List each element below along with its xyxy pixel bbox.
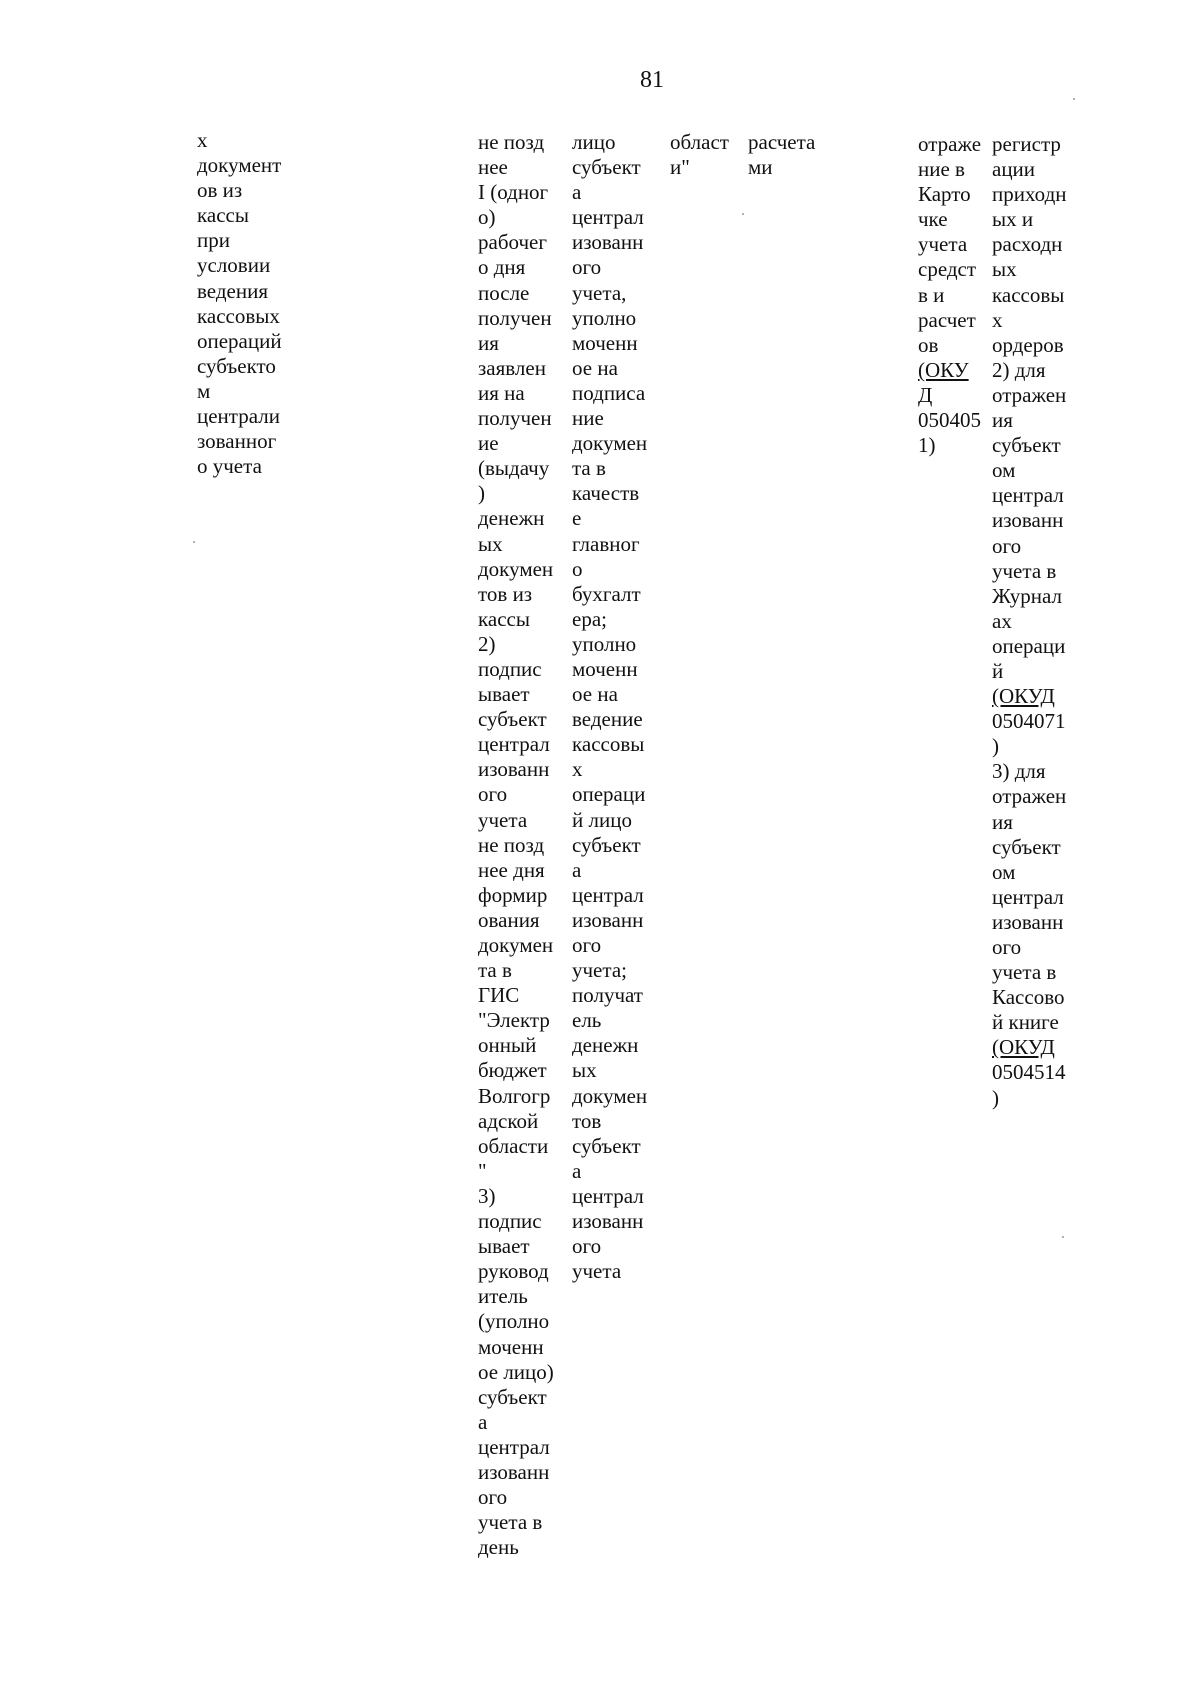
- scan-speck: [742, 213, 744, 215]
- column-9-text-before: отраже ние в Карто чке учета средст в и расчет ов: [918, 132, 982, 357]
- page-number: 81: [640, 67, 664, 93]
- column-4-text: не позд нее I (одног о) рабочег о дня после получен ия заявлен ия на получен ие (выдачу ) денежн ых докумен тов из кассы 2) подпис ывает субъект централ изованн ого учета не позд нее дня формир ования докумен та в ГИС "Электр онный бюджет Волгогр адской области " 3) подпис ывает руковод итель (уполно моченн ое лицо) субъект а централ изованн ого учета в день: [478, 130, 554, 1560]
- scan-speck: [193, 541, 195, 543]
- column-1-text: х документ ов из кассы при условии ведения кассовых операций субъекто м централи зованног о учета: [197, 128, 282, 479]
- column-10-part-3: 0504514 ): [992, 1060, 1066, 1110]
- column-10-part-2: 0504071 ) 3) для отражен ия субъект ом централ изованн ого учета в Кассово й книге: [992, 709, 1067, 1035]
- column-5-text: лицо субъект а централ изованн ого учета, уполно моченн ое на подписа ние докумен та в качеств е главног о бухгалт ера; уполно моченн ое на ведение кассовы х операци й лицо субъект а централ изованн ого учета; получат ель денежн ых докумен тов субъект а централ изованн ого учета: [572, 130, 648, 1284]
- okud-reference: (ОКУ Д: [918, 357, 969, 407]
- scan-speck: [1073, 98, 1075, 100]
- column-9-text: [918, 132, 981, 458]
- okud-reference: (ОКУД: [992, 1035, 1055, 1060]
- column-10-part-1: регистр ации приходн ых и расходн ых кассовы х ордеров 2) для отражен ия субъект ом централ изованн ого учета в Журнал ах операци й: [992, 132, 1067, 683]
- okud-reference: (ОКУД: [992, 684, 1055, 709]
- column-7-text: расчета ми: [748, 130, 816, 180]
- column-6-text: област и": [670, 130, 729, 180]
- column-10-text: [992, 132, 1067, 1111]
- column-9-text-after: 050405 1): [918, 408, 981, 458]
- scan-speck: [1062, 1236, 1064, 1238]
